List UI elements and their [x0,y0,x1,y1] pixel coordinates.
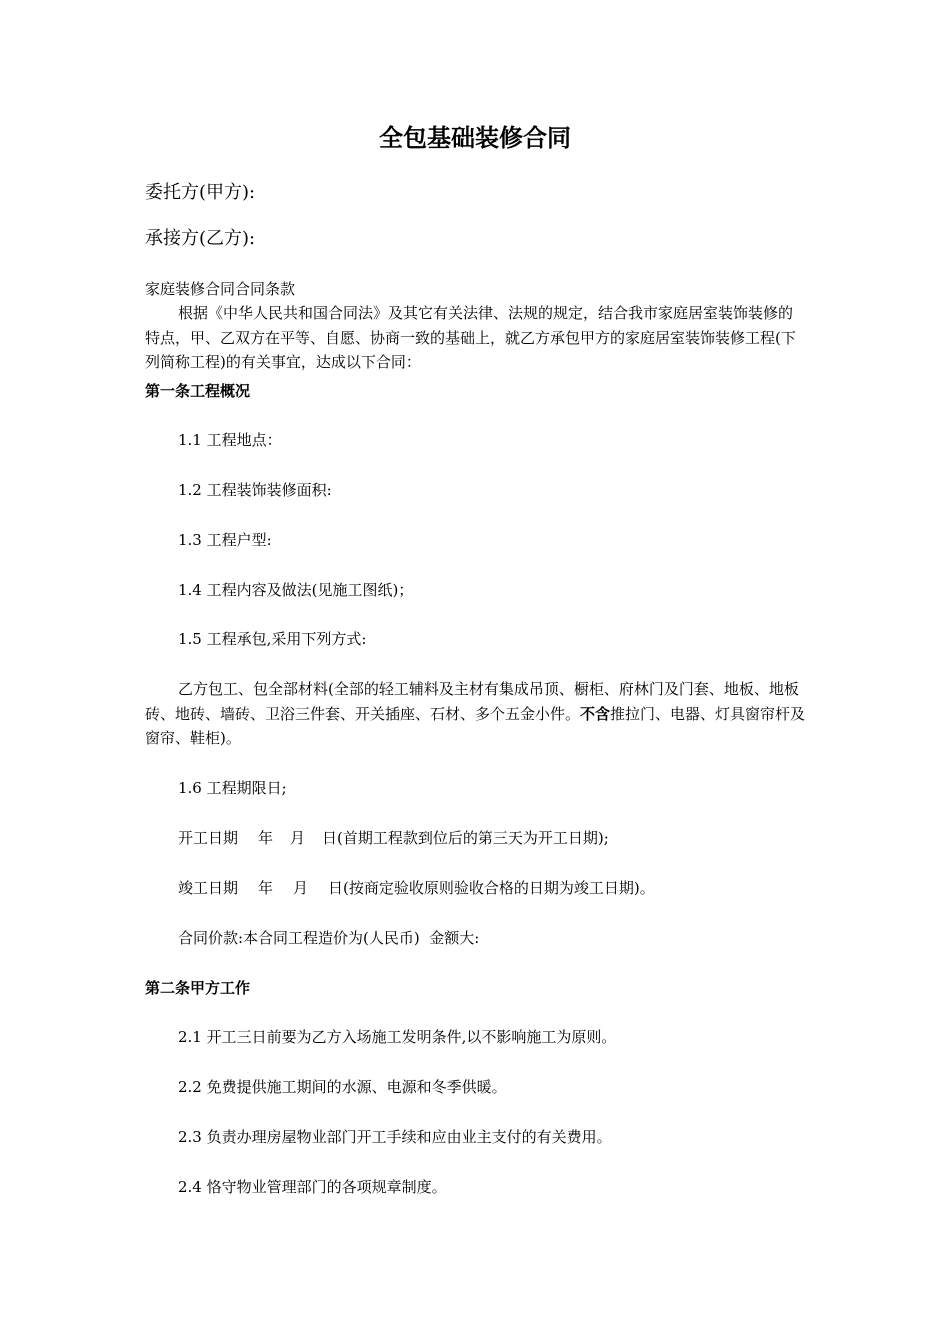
document-title: 全包基础装修合同 [379,123,571,152]
section2-heading: 第二条甲方工作 [145,979,251,997]
clause-1-2: 1.2 工程装饰装修面积: [178,481,332,499]
end-year: 年 [258,879,274,897]
party-b-label: 承接方(乙方): [145,228,256,249]
end-month: 月 [293,879,309,897]
scope-text-2: 推拉门、电器、灯具窗帘杆及窗帘、鞋柜)。 [145,704,806,747]
scope-paragraph [145,677,807,751]
start-month: 月 [290,829,306,847]
clause-1-6: 1.6 工程期限日; [178,779,287,797]
start-date-label: 开工日期 [178,829,239,847]
intro-paragraph [145,301,807,375]
start-date-note: 日(首期工程款到位后的第三天为开工日期); [322,829,609,847]
clause-1-4: 1.4 工程内容及做法(见施工图纸)； [178,581,414,599]
scope-text-1: 乙方包工、包全部材料(全部的轻工辅料及主材有集成吊顶、橱柜、府林门及门套、地板、地板砖、地砖、墙砖、卫浴三件套、开关插座、石材、多个五金小件。 [145,680,799,723]
end-date-line [178,877,655,898]
end-date-label: 竣工日期 [178,879,239,897]
clause-1-1: 1.1 工程地点： [178,431,282,449]
party-a-label: 委托方(甲方): [145,182,256,203]
start-date-line [178,827,609,848]
clause-2-4: 2.4 恪守物业管理部门的各项规章制度。 [178,1178,447,1196]
section1-heading: 第一条工程概况 [145,382,251,400]
clause-2-3: 2.3 负责办理房屋物业部门开工手续和应由业主支付的有关费用。 [178,1128,612,1146]
clause-2-1: 2.1 开工三日前要为乙方入场施工发明条件,以不影响施工为原则。 [178,1028,617,1046]
scope-exclusion: 不含 [580,704,611,723]
clause-1-3: 1.3 工程户型: [178,531,272,549]
end-date-note: 日(按商定验收原则验收合格的日期为竣工日期)。 [328,879,655,897]
intro-text: 根据《中华人民共和国合同法》及其它有关法律、法规的规定，结合我市家庭居室装饰装修的特点，甲、乙双方在平等、自愿、协商一致的基础上，就乙方承包甲方的家庭居室装饰装修工程(下列简称工程)的有关事宜，达成以下合同： [145,304,796,371]
start-year: 年 [258,829,274,847]
contract-price: 合同价款:本合同工程造价为(人民币) 金额大: [178,929,480,947]
clause-1-5: 1.5 工程承包,采用下列方式: [178,630,367,648]
clause-2-2: 2.2 免费提供施工期间的水源、电源和冬季供暖。 [178,1078,507,1096]
terms-heading: 家庭装修合同合同条款 [145,280,296,298]
